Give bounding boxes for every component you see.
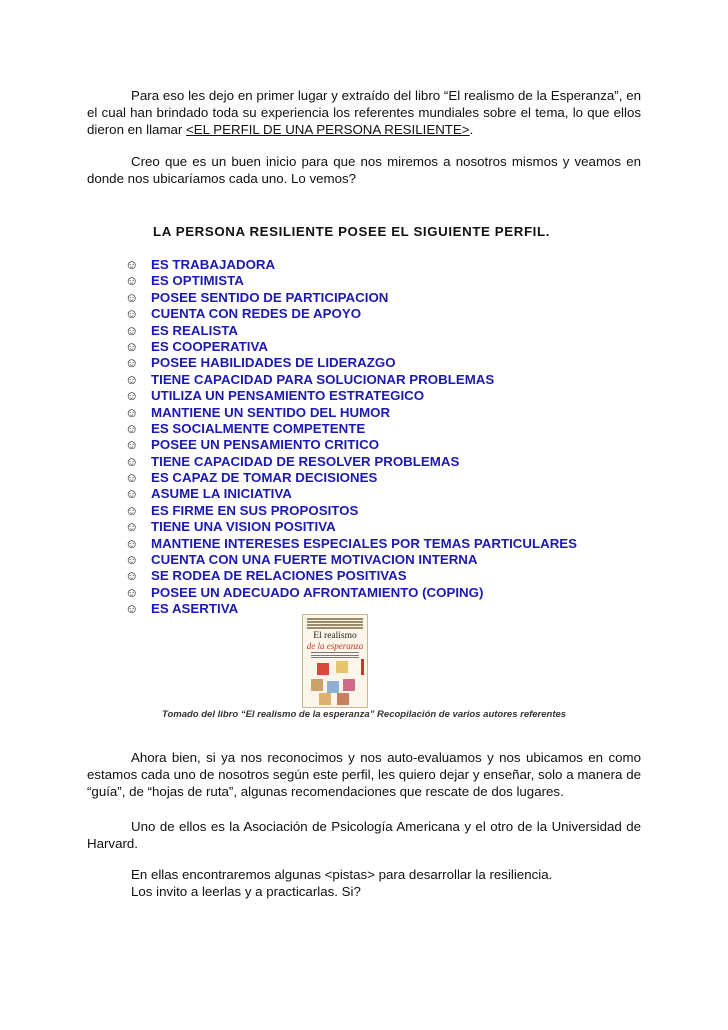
smiley-bullet-icon: ☺ xyxy=(125,371,139,387)
profile-item-label: CUENTA CON REDES DE APOYO xyxy=(151,306,362,322)
profile-item xyxy=(125,355,577,371)
letter-block-icon xyxy=(311,679,323,691)
profile-item-label: TIENE UNA VISION POSITIVA xyxy=(151,519,336,535)
letter-block-icon xyxy=(337,693,349,705)
profile-item-label: POSEE HABILIDADES DE LIDERAZGO xyxy=(151,355,396,371)
smiley-bullet-icon: ☺ xyxy=(125,584,139,600)
profile-item xyxy=(125,290,577,306)
profile-item xyxy=(125,503,577,519)
smiley-bullet-icon: ☺ xyxy=(125,306,139,322)
smiley-bullet-icon: ☺ xyxy=(125,502,139,518)
smiley-bullet-icon: ☺ xyxy=(125,437,139,453)
cover-author-lines xyxy=(307,618,363,630)
smiley-bullet-icon: ☺ xyxy=(125,322,139,338)
smiley-bullet-icon: ☺ xyxy=(125,486,139,502)
profile-item-label: MANTIENE INTERESES ESPECIALES POR TEMAS PARTICULARES xyxy=(151,535,578,551)
profile-item-label: UTILIZA UN PENSAMIENTO ESTRATEGICO xyxy=(151,388,425,404)
smiley-bullet-icon: ☺ xyxy=(125,420,139,436)
profile-item xyxy=(125,552,577,568)
profile-title: LA PERSONA RESILIENTE POSEE EL SIGUIENTE PERFIL. xyxy=(153,224,550,239)
profile-item-label: ES OPTIMISTA xyxy=(151,273,244,289)
smiley-bullet-icon: ☺ xyxy=(125,338,139,354)
cover-title-line-2: de la esperanza xyxy=(306,641,364,651)
profile-item-label: ES TRABAJADORA xyxy=(151,257,276,272)
cover-subtitle-lines xyxy=(311,652,359,658)
smiley-bullet-icon: ☺ xyxy=(125,601,139,617)
smiley-bullet-icon: ☺ xyxy=(125,453,139,469)
profile-list xyxy=(125,257,577,618)
profile-item-label: CUENTA CON UNA FUERTE MOTIVACION INTERNA xyxy=(151,552,478,568)
smiley-bullet-icon: ☺ xyxy=(125,568,139,584)
profile-item-label: ASUME LA INICIATIVA xyxy=(151,486,292,502)
intro-paragraph xyxy=(87,87,641,138)
profile-item xyxy=(125,519,577,535)
profile-item xyxy=(125,470,577,486)
smiley-bullet-icon: ☺ xyxy=(125,273,139,289)
smiley-bullet-icon: ☺ xyxy=(125,535,139,551)
book-caption: Tomado del libro “El realismo de la esperanza” Recopilación de varios autores referentes xyxy=(162,709,567,720)
sources-paragraph: Uno de ellos es la Asociación de Psicología Americana y el otro de la Universidad de Harvard. xyxy=(87,819,641,851)
smiley-bullet-icon: ☺ xyxy=(125,519,139,535)
profile-item xyxy=(125,323,577,339)
profile-item xyxy=(125,568,577,584)
invitation-line: Los invito a leerlas y a practicarlas. Si? xyxy=(131,884,361,899)
smiley-bullet-icon: ☺ xyxy=(125,289,139,305)
hints-line: En ellas encontraremos algunas <pistas> para desarrollar la resiliencia. xyxy=(131,867,553,882)
profile-item-label: POSEE UN ADECUADO AFRONTAMIENTO (COPING) xyxy=(151,584,484,600)
intro-text: Para eso les dejo en primer lugar y extraído del libro “El realismo de la Esperanza”, en el cual han brindado toda su experiencia los referentes mundiales sobre el tema, lo que ellos dieron en llamar xyxy=(87,88,641,137)
smiley-bullet-icon: ☺ xyxy=(125,552,139,568)
letter-block-icon xyxy=(317,663,329,675)
profile-item xyxy=(125,421,577,437)
profile-reference-link: <EL PERFIL DE UNA PERSONA RESILIENTE> xyxy=(186,122,470,137)
book-cover-image xyxy=(302,614,368,708)
letter-block-icon xyxy=(343,679,355,691)
profile-item xyxy=(125,273,577,289)
intro-end: . xyxy=(469,122,474,137)
smiley-bullet-icon: ☺ xyxy=(125,470,139,486)
profile-item-label: POSEE UN PENSAMIENTO CRITICO xyxy=(151,437,380,453)
smiley-bullet-icon: ☺ xyxy=(125,404,139,420)
profile-item-label: ES CAPAZ DE TOMAR DECISIONES xyxy=(151,470,378,486)
profile-item xyxy=(125,437,577,453)
profile-item xyxy=(125,372,577,388)
letter-block-icon xyxy=(327,681,339,693)
smiley-bullet-icon: ☺ xyxy=(125,355,139,371)
letter-block-icon xyxy=(319,693,331,705)
profile-item xyxy=(125,405,577,421)
reflection-paragraph: Creo que es un buen inicio para que nos miremos a nosotros mismos y veamos en donde nos ubicaríamos cada uno. Lo vemos? xyxy=(87,154,641,186)
profile-item xyxy=(125,536,577,552)
profile-item-label: TIENE CAPACIDAD PARA SOLUCIONAR PROBLEMAS xyxy=(151,371,495,387)
profile-item xyxy=(125,585,577,601)
profile-item-label: TIENE CAPACIDAD DE RESOLVER PROBLEMAS xyxy=(151,453,460,469)
profile-item-label: MANTIENE UN SENTIDO DEL HUMOR xyxy=(151,404,391,420)
profile-item xyxy=(125,257,577,273)
letter-block-icon xyxy=(336,661,348,673)
profile-item-label: ES COOPERATIVA xyxy=(151,338,268,354)
profile-item-label: SE RODEA DE RELACIONES POSITIVAS xyxy=(151,568,407,584)
guidance-paragraph: Ahora bien, si ya nos reconocimos y nos auto-evaluamos y nos ubicamos en como estamos cada uno de nosotros según este perfil, les quiero dejar y enseñar, solo a manera de “guía”, de “hojas de ruta”, algunas recomendaciones que rescate de dos lugares. xyxy=(87,750,641,799)
profile-item-label: POSEE SENTIDO DE PARTICIPACION xyxy=(151,289,389,305)
profile-item-label: ES ASERTIVA xyxy=(151,601,239,617)
cover-title-line-1: El realismo xyxy=(313,631,357,641)
smiley-bullet-icon: ☺ xyxy=(125,257,139,272)
profile-item xyxy=(125,306,577,322)
profile-item-label: ES SOCIALMENTE COMPETENTE xyxy=(151,420,366,436)
profile-item-label: ES FIRME EN SUS PROPOSITOS xyxy=(151,502,359,518)
smiley-bullet-icon: ☺ xyxy=(125,388,139,404)
profile-item xyxy=(125,388,577,404)
profile-item xyxy=(125,339,577,355)
cover-red-stripe xyxy=(361,659,364,675)
profile-item-label: ES REALISTA xyxy=(151,322,238,338)
profile-item xyxy=(125,486,577,502)
profile-item xyxy=(125,454,577,470)
